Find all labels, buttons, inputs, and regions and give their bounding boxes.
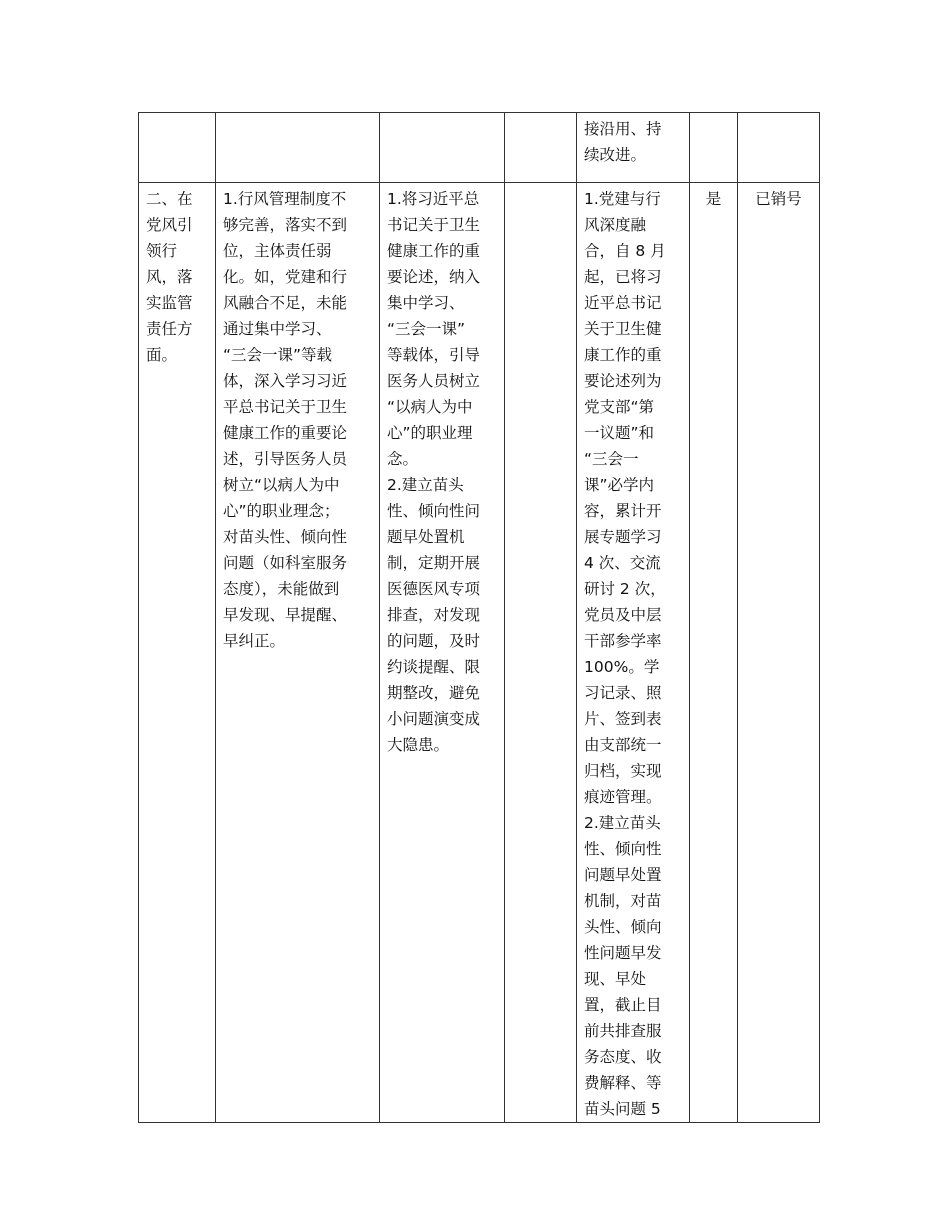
category-cell: [139, 113, 216, 183]
status-cell: 已销号: [738, 183, 820, 1123]
table-row: [139, 113, 820, 183]
problem-cell: 1.行风管理制度不 够完善，落实不到 位，主体责任弱 化。如，党建和行 风融合不足，未能 通过集中学习、 “三会一课”等载 体，深入学习习近 平总书记关于卫生 健康工作的重要论 述，引导医务人员 树立“以病人为中 心”的职业理念； 对苗头性、倾向性 问题（如科室服务 态度），未能做到 早发现、早提醒、 早纠正。: [216, 183, 380, 1123]
measure-cell: [380, 113, 505, 183]
empty-cell: [505, 113, 577, 183]
progress-cell: 接沿用、持 续改进。: [577, 113, 690, 183]
progress-cell: 1.党建与行 风深度融 合，自 8 月 起，已将习 近平总书记 关于卫生健 康工作的重 要论述列为 党支部“第 一议题”和 “三会一 课”必学内 容，累计开 展专题学习 4 次、交流 研讨 2 次， 党员及中层 干部参学率 100%。学 习记录、照 片、签到表 由支部统一 归档，实现 痕迹管理。 2.建立苗头 性、倾向性 问题早处置 机制，对苗 头性、倾向 性问题早发 现、早处 置，截止目 前共排查服 务态度、收 费解释、等 苗头问题 5: [577, 183, 690, 1123]
measure-cell: 1.将习近平总 书记关于卫生 健康工作的重 要论述，纳入 集中学习、 “三会一课” 等载体，引导 医务人员树立 “以病人为中 心”的职业理 念。 2.建立苗头 性、倾向性问 题早处置机 制，定期开展 医德医风专项 排查，对发现 的问题，及时 约谈提醒、限 期整改，避免 小问题演变成 大隐患。: [380, 183, 505, 1123]
category-cell: 二、在 党风引 领行 风，落 实监管 责任方 面。: [139, 183, 216, 1123]
problem-cell: [216, 113, 380, 183]
completed-cell: 是: [690, 183, 738, 1123]
rectification-table: [138, 112, 820, 1123]
empty-cell: [505, 183, 577, 1123]
table-row: [139, 183, 820, 1123]
completed-cell: [690, 113, 738, 183]
status-cell: [738, 113, 820, 183]
